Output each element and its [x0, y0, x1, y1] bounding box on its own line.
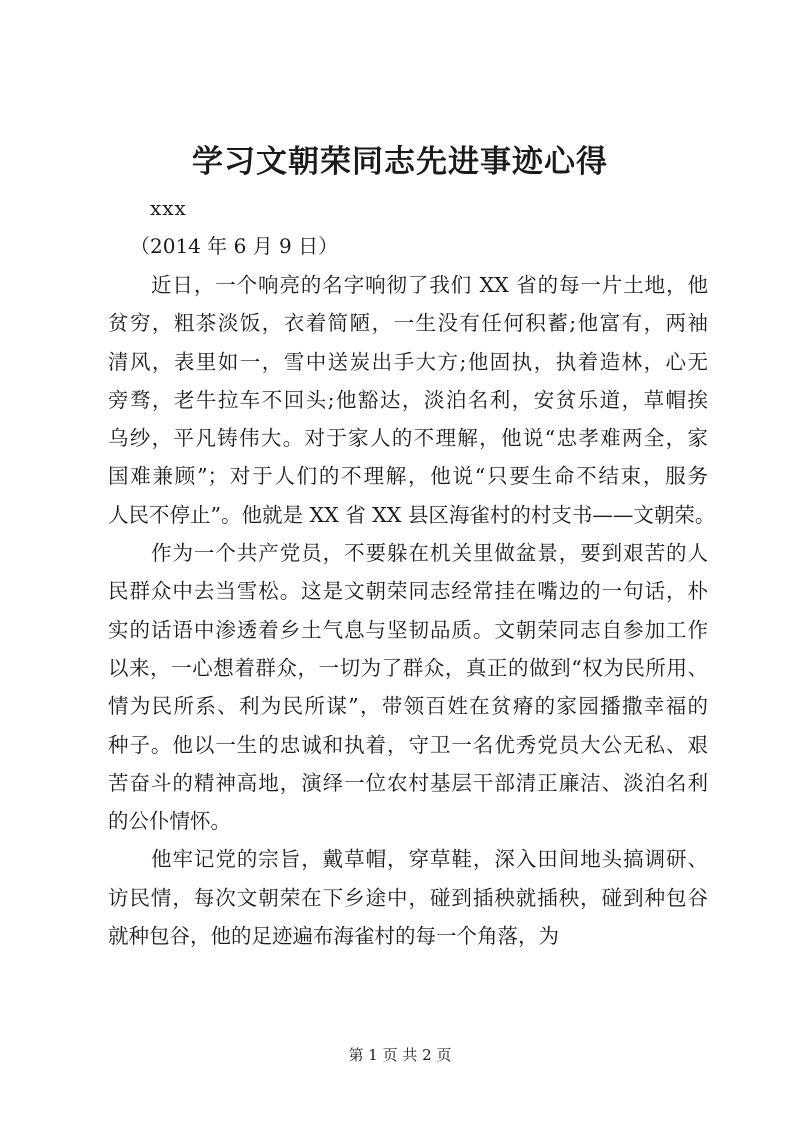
document-title: 学习文朝荣同志先进事迹心得	[192, 144, 608, 180]
page-footer: 第 1 页 共 2 页	[348, 1046, 452, 1064]
paragraph-line: 就种包谷，他的足迹遍布海雀村的每一个角落，为	[108, 924, 559, 949]
paragraph-line: 近日，一个响亮的名字响彻了我们 XX 省的每一片土地，他	[151, 273, 708, 297]
paragraph	[108, 266, 716, 534]
paragraph-line: 的公仆情怀。	[108, 809, 231, 834]
paragraph	[108, 534, 708, 840]
document-date: （2014 年 6 月 9 日）	[130, 234, 339, 258]
paragraph-line: 苦奋斗的精神高地，演绎一位农村基层干部清正廉洁、淡泊名利	[108, 770, 708, 795]
paragraph-line: 国难兼顾”；对于人们的不理解，他说“只要生命不结束，服务	[108, 464, 708, 489]
paragraph-line: 清风，表里如一，雪中送炭出手大方;他固执，执着造林，心无	[108, 349, 708, 374]
paragraph-line: 情为民所系、利为民所谋”，带领百姓在贫瘠的家园播撒幸福的	[108, 694, 708, 719]
paragraph-line: 旁骛，老牛拉车不回头;他豁达，淡泊名利，安贫乐道，草帽挨	[108, 387, 708, 412]
author-name: xxx	[150, 196, 187, 220]
paragraph-line: 他牢记党的宗旨，戴草帽，穿草鞋，深入田间地头搞调研、	[151, 847, 708, 872]
paragraph-line: 以来，一心想着群众，一切为了群众，真正的做到“权为民所用、	[108, 655, 708, 680]
paragraph-line: 种子。他以一生的忠诚和执着，守卫一名优秀党员大公无私、艰	[108, 732, 708, 757]
paragraph-line: 访民情，每次文朝荣在下乡途中，碰到插秧就插秧，碰到种包谷	[108, 885, 708, 910]
paragraph-line: 民群众中去当雪松。这是文朝荣同志经常挂在嘴边的一句话，朴	[108, 579, 708, 604]
paragraph-line: 实的话语中渗透着乡土气息与坚韧品质。文朝荣同志自参加工作	[108, 617, 708, 642]
paragraph-line: 乌纱，平凡铸伟大。对于家人的不理解，他说“忠孝难两全，家	[108, 426, 708, 451]
paragraph-line: 人民不停止”。他就是 XX 省 XX 县区海雀村的村支书——文朝荣。	[108, 502, 716, 527]
paragraph	[108, 840, 708, 955]
paragraph-line: 贫穷，粗茶淡饭，衣着简陋，一生没有任何积蓄;他富有，两袖	[108, 311, 708, 336]
paragraph-line: 作为一个共产党员，不要躲在机关里做盆景，要到艰苦的人	[151, 541, 708, 566]
body-text	[108, 266, 716, 955]
